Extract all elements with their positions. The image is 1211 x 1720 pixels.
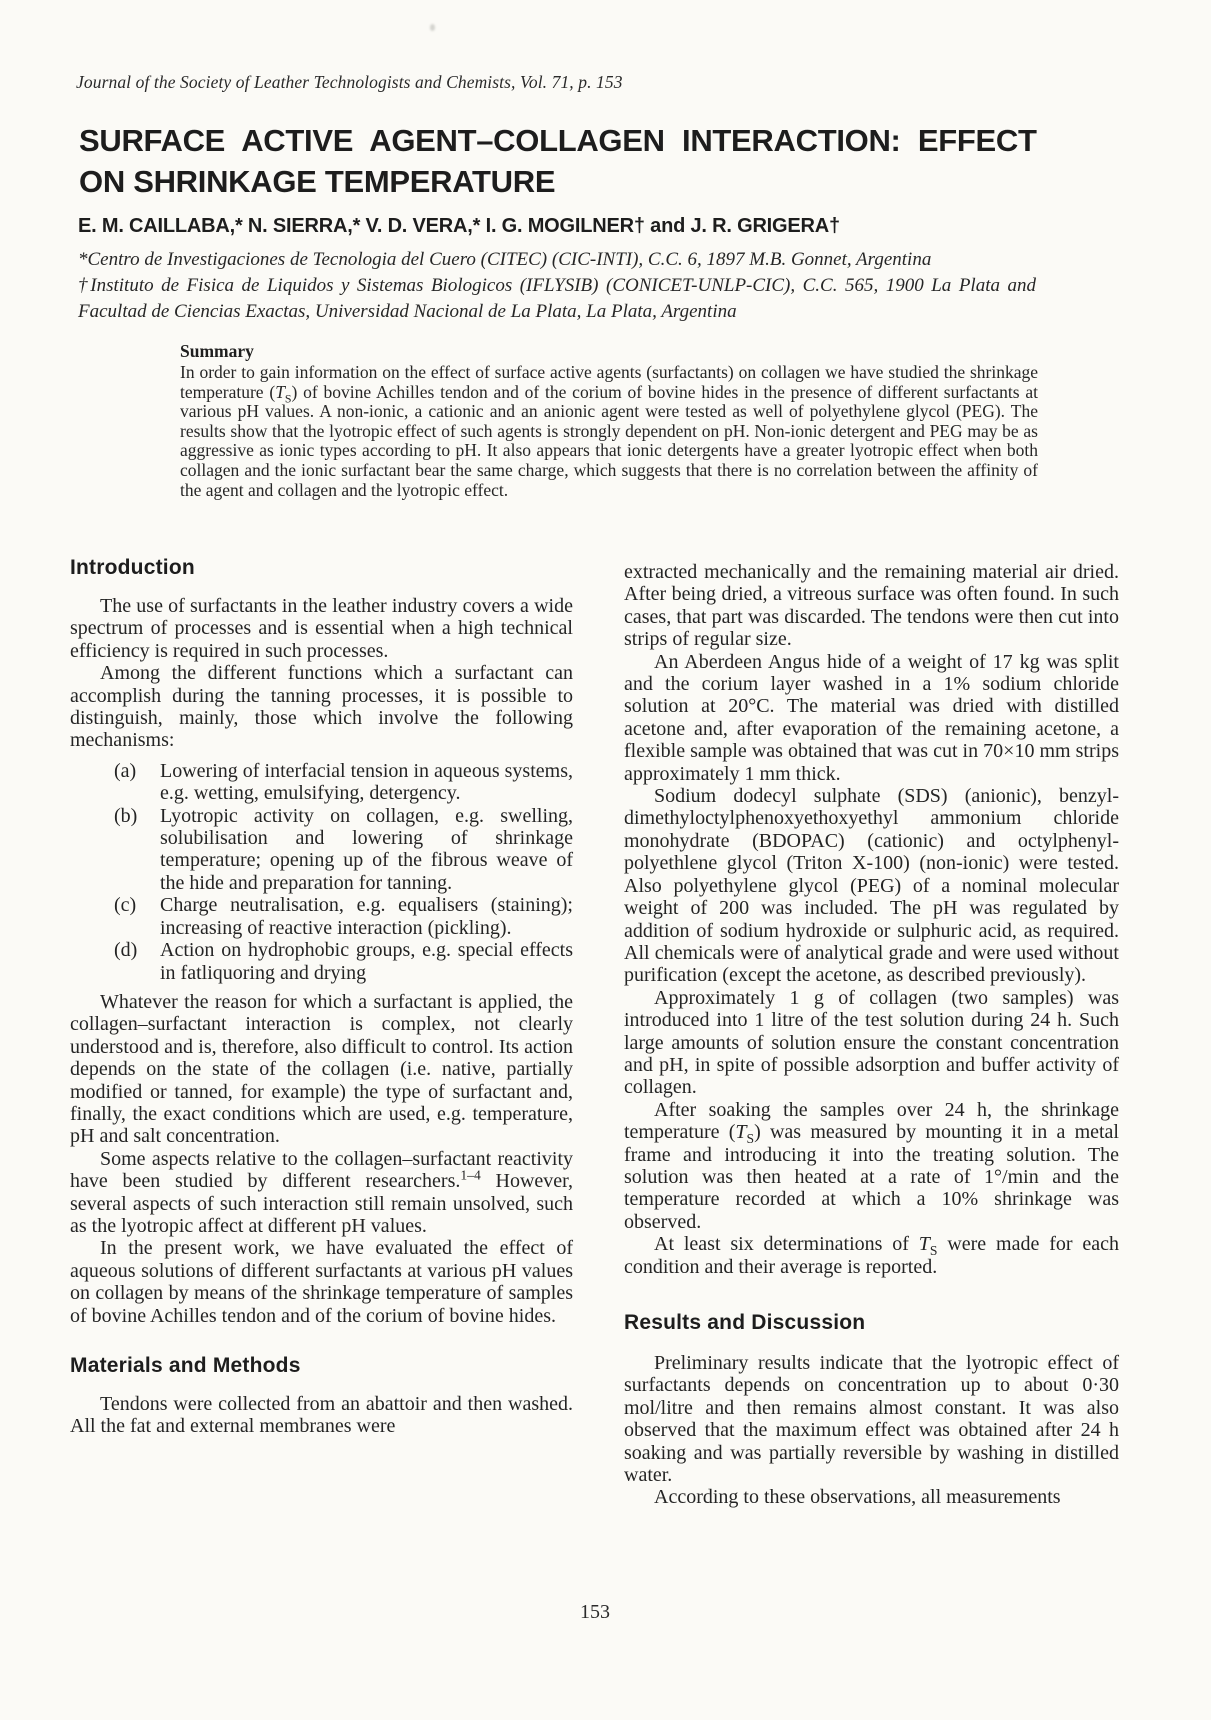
methods-paragraph-5: After soaking the samples over 24 h, the shrinkage temperature $(T_S)$ was measured by mounting it in a metal frame and introducing it into the treating solution. The solution was then heated at a rate of 1°/min and the temperature recorded at which a 10% shrinkage was observed. xyxy=(624,1098,1119,1233)
page-number: 153 xyxy=(580,1601,610,1623)
heading-materials-and-methods: Materials and Methods xyxy=(70,1354,301,1377)
list-marker-b: (b) xyxy=(114,804,138,827)
list-item-d xyxy=(70,939,573,984)
mechanisms-list xyxy=(70,760,573,984)
intro-paragraph-5: In the present work, we have evaluated the effect of aqueous solutions of different surfactants at various pH values on collagen by means of the shrinkage temperature of samples of bovine Achilles tendon and of the corium of bovine hides. xyxy=(70,1237,573,1327)
list-marker-a: (a) xyxy=(114,759,137,782)
affiliations-block xyxy=(78,247,1036,325)
list-item-b xyxy=(70,805,573,895)
list-text-d: Action on hydrophobic groups, e.g. special effects in fatliquoring and drying xyxy=(160,939,573,984)
results-paragraph-2: According to these observations, all measurements xyxy=(654,1486,1061,1509)
methods-paragraph-continued: extracted mechanically and the remaining material air dried. After being dried, a vitreous surface was often found. In such cases, that part was discarded. The tendons were then cut into strips of regular size. xyxy=(624,561,1119,651)
summary-text: In order to gain information on the effect of surface active agents (surfactants) on collagen we have studied the shrinkage temperature $(T_S)$ of bovine Achilles tendon and of the corium of bovine hides in the presence of different surfactants at various pH values. A non-ionic, a cationic and an anionic agent were tested as well of polyethylene glycol (PEG). The results show that the lyotropic effect of such agents is strongly dependent on pH. Non-ionic detergent and PEG may be as aggressive as ionic types according to pH. It also appears that ionic detergents have a greater lyotropic effect when both collagen and the ionic surfactant bear the same charge, which suggests that there is no correlation between the affinity of the agent and collagen and the lyotropic effect. xyxy=(180,362,1038,500)
methods-paragraph-4: Approximately 1 g of collagen (two samples) was introduced into 1 litre of the test solution during 24 h. Such large amounts of solution ensure the constant concentration and pH, in spite of possible adsorption and buffer activity of collagen. xyxy=(624,986,1119,1099)
list-marker-c: (c) xyxy=(114,894,137,917)
results-paragraph-1: Preliminary results indicate that the lyotropic effect of surfactants depends on concentration up to about 0·30 mol/litre and then remains almost constant. It was also observed that the maximum effect was obtained after 24 h soaking and was partially reversible by washing in distilled water. xyxy=(624,1352,1119,1487)
heading-results-and-discussion: Results and Discussion xyxy=(624,1311,866,1334)
two-column-body xyxy=(70,556,1120,1509)
intro-paragraph-1: The use of surfactants in the leather industry covers a wide spectrum of processes and is essential when a high technical efficiency is required in such processes. xyxy=(70,595,573,662)
list-marker-d: (d) xyxy=(114,939,138,962)
methods-paragraph-3: Sodium dodecyl sulphate (SDS) (anionic), benzyl-dimethyloctylphenoxyethoxyethyl ammonium chloride monohydrate (BDOPAC) (cationic) and octylphenyl-polyethlene glycol (Triton X-100) (non-ionic) were tested. Also polyethylene glycol (PEG) of a nominal molecular weight of 200 was included. The pH was regulated by addition of sodium hydroxide or sulphuric acid, as required. All chemicals were of analytical grade and were used without purification (except the acetone, as described previously). xyxy=(624,785,1119,987)
affiliation-citec: *Centro de Investigaciones de Tecnologia del Cuero (CITEC) (CIC-INTI), C.C. 6, 1897 M.B. Gonnet, Argentina xyxy=(78,249,932,270)
article-title-line1: SURFACE ACTIVE AGENT–COLLAGEN INTERACTION: EFFECT xyxy=(79,123,1037,158)
list-text-c: Charge neutralisation, e.g. equalisers (staining); increasing of reactive interaction (pickling). xyxy=(160,894,573,939)
article-title-line2: ON SHRINKAGE TEMPERATURE xyxy=(79,164,556,199)
intro-paragraph-2: Among the different functions which a surfactant can accomplish during the tanning processes, it is possible to distinguish, mainly, those which involve the following mechanisms: xyxy=(70,662,573,752)
list-text-b: Lyotropic activity on collagen, e.g. swelling, solubilisation and lowering of shrinkage temperature; opening up of the fibrous weave of the hide and preparation for tanning. xyxy=(160,804,573,894)
methods-paragraph-2: An Aberdeen Angus hide of a weight of 17 kg was split and the corium layer washed in a 1% sodium chloride solution at 20°C. The material was dried with distilled acetone and, after evaporation of the remaining acetone, a flexible sample was obtained that was cut in 70×10 mm strips approximately 1 mm thick. xyxy=(624,650,1119,785)
scan-artifact xyxy=(430,24,435,31)
list-text-a: Lowering of interfacial tension in aqueous systems, e.g. wetting, emulsifying, detergency. xyxy=(160,759,573,805)
methods-paragraph-6: At least six determinations of $T_S$ were made for each condition and their average is reported. xyxy=(624,1233,1119,1278)
summary-heading: Summary xyxy=(180,341,254,361)
article-title xyxy=(79,120,1044,202)
left-column xyxy=(70,556,573,1509)
intro-paragraph-3: Whatever the reason for which a surfactant is applied, the collagen–surfactant interaction is complex, not clearly understood and is, therefore, also difficult to control. Its action depends on the state of the collagen (i.e. native, partially modified or tanned, for example) the type of surfactant and, finally, the exact conditions which are used, e.g. temperature, pH and salt concentration. xyxy=(70,990,573,1148)
methods-paragraph-1: Tendons were collected from an abattoir and then washed. All the fat and external membranes were xyxy=(70,1393,573,1438)
intro-paragraph-4: Some aspects relative to the collagen–surfactant reactivity have been studied by different researchers.$^{1-4}$ However, several aspects of such interaction still remain unsolved, such as the lyotropic affect at different pH values. xyxy=(70,1147,573,1237)
summary-section xyxy=(180,341,1038,500)
right-column xyxy=(624,556,1119,1509)
list-item-c xyxy=(70,894,573,939)
journal-header-line: Journal of the Society of Leather Technologists and Chemists, Vol. 71, p. 153 xyxy=(76,72,623,92)
affiliation-iflysib: †Instituto de Fisica de Liquidos y Sistemas Biologicos (IFLYSIB) (CONICET-UNLP-CIC), C.C. 565, 1900 La Plata and Facultad de Ciencias Exactas, Universidad Nacional de La Plata, La Plata, Argentina xyxy=(78,275,1036,322)
authors-line: E. M. CAILLABA,* N. SIERRA,* V. D. VERA,* I. G. MOGILNER† and J. R. GRIGERA† xyxy=(78,215,840,237)
heading-introduction: Introduction xyxy=(70,556,195,579)
list-item-a xyxy=(70,760,573,805)
